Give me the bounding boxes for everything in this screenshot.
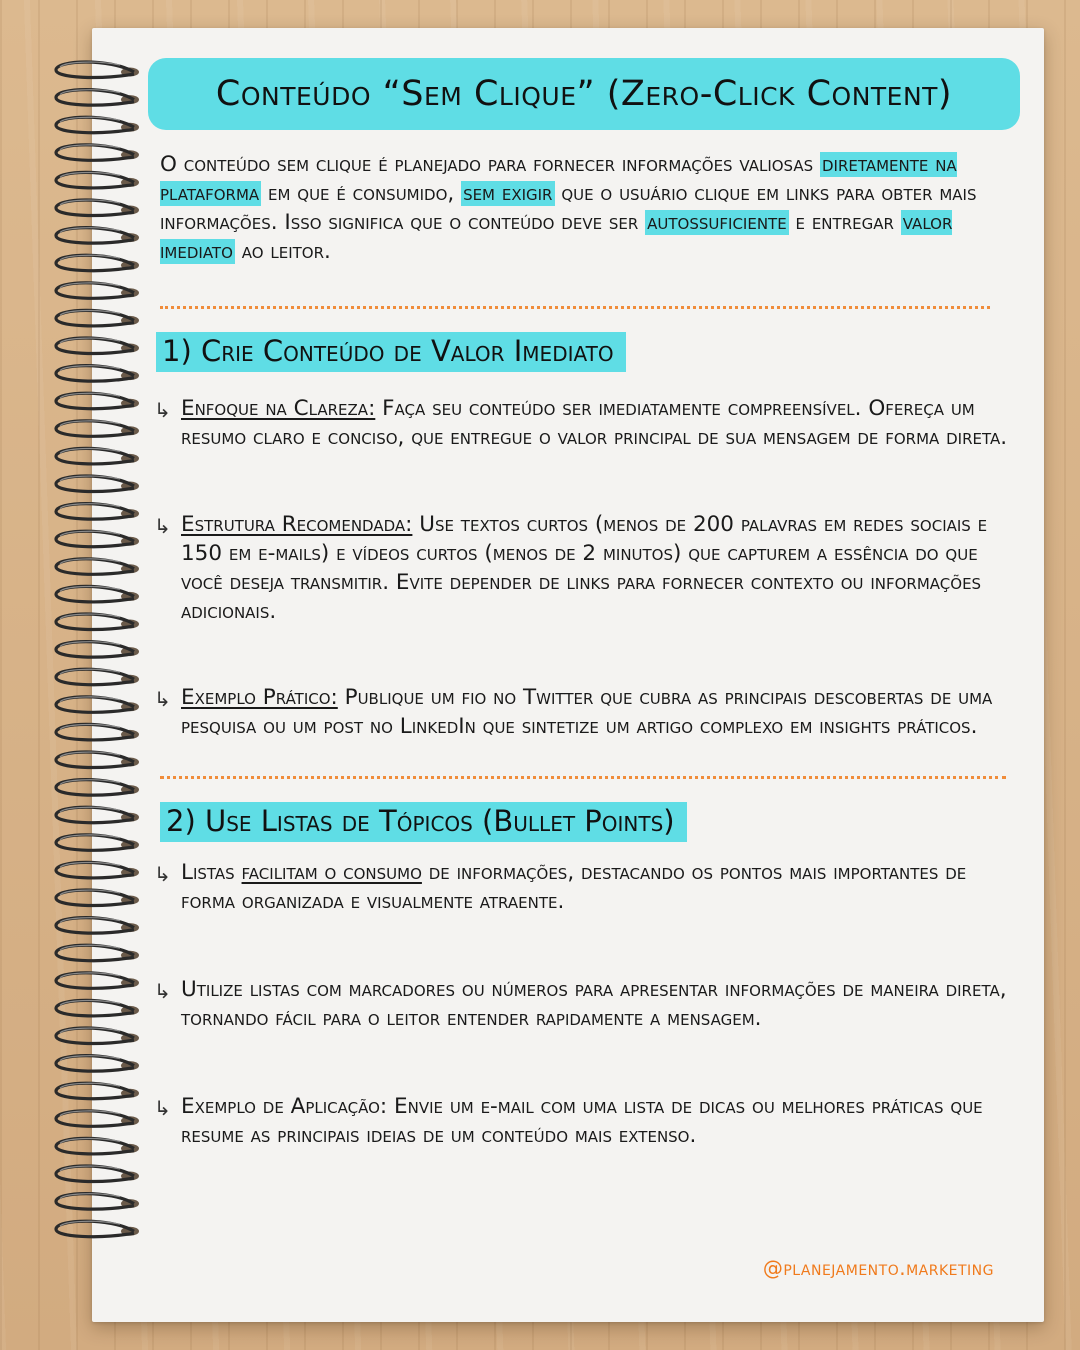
spiral-ring [56,62,139,77]
intro-paragraph [160,150,1020,266]
list-item-body: Faça seu conteúdo ser imediatamente compreensível. Ofereça um resumo claro e conciso, que entregue o valor principal de sua mensagem de forma direta. [181,396,1008,450]
spiral-ring [56,310,139,325]
spiral-ring [56,366,139,381]
spiral-ring [56,1000,139,1015]
spiral-ring [56,835,139,850]
spiral-ring [56,1221,139,1236]
spiral-ring [56,1194,139,1209]
arrow-icon: ↳ [154,398,171,422]
list-item-text: Utilize listas com marcadores ou números para apresentar informações de maneira direta, tornando fácil para o leitor entender rapidamente a mensagem. [181,977,1007,1031]
spiral-ring [56,200,139,215]
list-item-text: Exemplo de Aplicação: Envie um e-mail com uma lista de dicas ou melhores práticas que resume as principais ideias de um conteúdo mais extenso. [181,1094,983,1148]
list-item-text [181,858,1020,916]
list-item-text [181,394,1020,452]
spiral-ring [56,669,139,684]
spiral-ring [56,228,139,243]
title-banner [148,58,1020,130]
arrow-icon: ↳ [154,514,171,538]
list-item [154,683,1020,741]
spiral-binding-icon [50,56,150,1296]
dotted-divider [160,776,1006,779]
spiral-ring [56,697,139,712]
list-item [154,394,1020,452]
spiral-ring [56,724,139,739]
intro-text: ao leitor. [234,239,331,264]
section-1-title: 1) Crie Conteúdo de Valor Imediato [156,332,626,372]
arrow-icon: ↳ [154,862,171,886]
spiral-ring [56,504,139,519]
spiral-ring [56,890,139,905]
spiral-ring [56,559,139,574]
list-item-body: Use textos curtos (menos de 200 palavras em redes sociais e 150 em e-mails) e vídeos curtos (menos de 2 minutos) que capturem a essência do que você deseja transmitir. Evite depender de links para fornecer contexto ou informações adicionais. [181,512,988,624]
spiral-ring [56,255,139,270]
intro-highlight: valor imediato [160,210,953,264]
list-item-label: Exemplo Prático: [181,685,338,710]
spiral-ring [56,780,139,795]
spiral-ring [56,476,139,491]
list-item-label: facilitam o consumo [241,860,422,885]
list-item-label: Estrutura Recomendada: [181,512,413,537]
dotted-divider [160,306,990,309]
spiral-ring [56,90,139,105]
spiral-ring [56,642,139,657]
page-title: Conteúdo “Sem Clique” (Zero-Click Content) [215,74,953,114]
intro-highlight: autossuficiente [647,210,787,235]
intro-text: e entregar [788,210,901,235]
spiral-ring [56,448,139,463]
spiral-ring [56,752,139,767]
intro-highlight: sem exigir [463,181,553,206]
spiral-ring [56,1111,139,1126]
intro-text: O conteúdo sem clique é planejado para fornecer informações valiosas [160,152,820,177]
spiral-ring [56,973,139,988]
list-item-body: de informações, destacando os pontos mais importantes de forma organizada e visualmente atraente. [181,860,967,914]
arrow-icon: ↳ [154,1096,171,1120]
spiral-ring [56,421,139,436]
list-item [154,1092,1020,1150]
author-handle: @planejamento.marketing [762,1256,994,1280]
spiral-ring [56,117,139,132]
spiral-ring [56,586,139,601]
intro-highlight: diretamente na plataforma [160,152,957,206]
list-item [154,510,1020,626]
list-item-body: Publique um fio no Twitter que cubra as principais descobertas de uma pesquisa ou um post no LinkedIn que sintetize um artigo complexo em insights práticos. [181,685,993,739]
spiral-ring [56,945,139,960]
list-item-body: Listas [181,860,242,885]
intro-text: que o usuário clique em links para obter mais informações. Isso significa que o conteúdo deve ser [160,181,977,235]
spiral-ring [56,918,139,933]
section-2-title: 2) Use Listas de Tópicos (Bullet Points) [160,802,687,842]
spiral-ring [56,172,139,187]
spiral-ring [56,1056,139,1071]
intro-text: em que é consumido, [261,181,462,206]
arrow-icon: ↳ [154,979,171,1003]
spiral-ring [56,1166,139,1181]
spiral-ring [56,145,139,160]
spiral-ring [56,807,139,822]
arrow-icon: ↳ [154,687,171,711]
list-item-text [181,683,1020,741]
spiral-ring [56,1083,139,1098]
list-item [154,858,1020,916]
spiral-ring [56,283,139,298]
list-item-label: Enfoque na Clareza: [181,396,376,421]
spiral-ring [56,338,139,353]
spiral-ring [56,393,139,408]
spiral-ring [56,1138,139,1153]
list-item-text [181,510,1020,626]
spiral-ring [56,862,139,877]
spiral-ring [56,531,139,546]
spiral-ring [56,614,139,629]
list-item [154,975,1020,1033]
spiral-ring [56,1028,139,1043]
